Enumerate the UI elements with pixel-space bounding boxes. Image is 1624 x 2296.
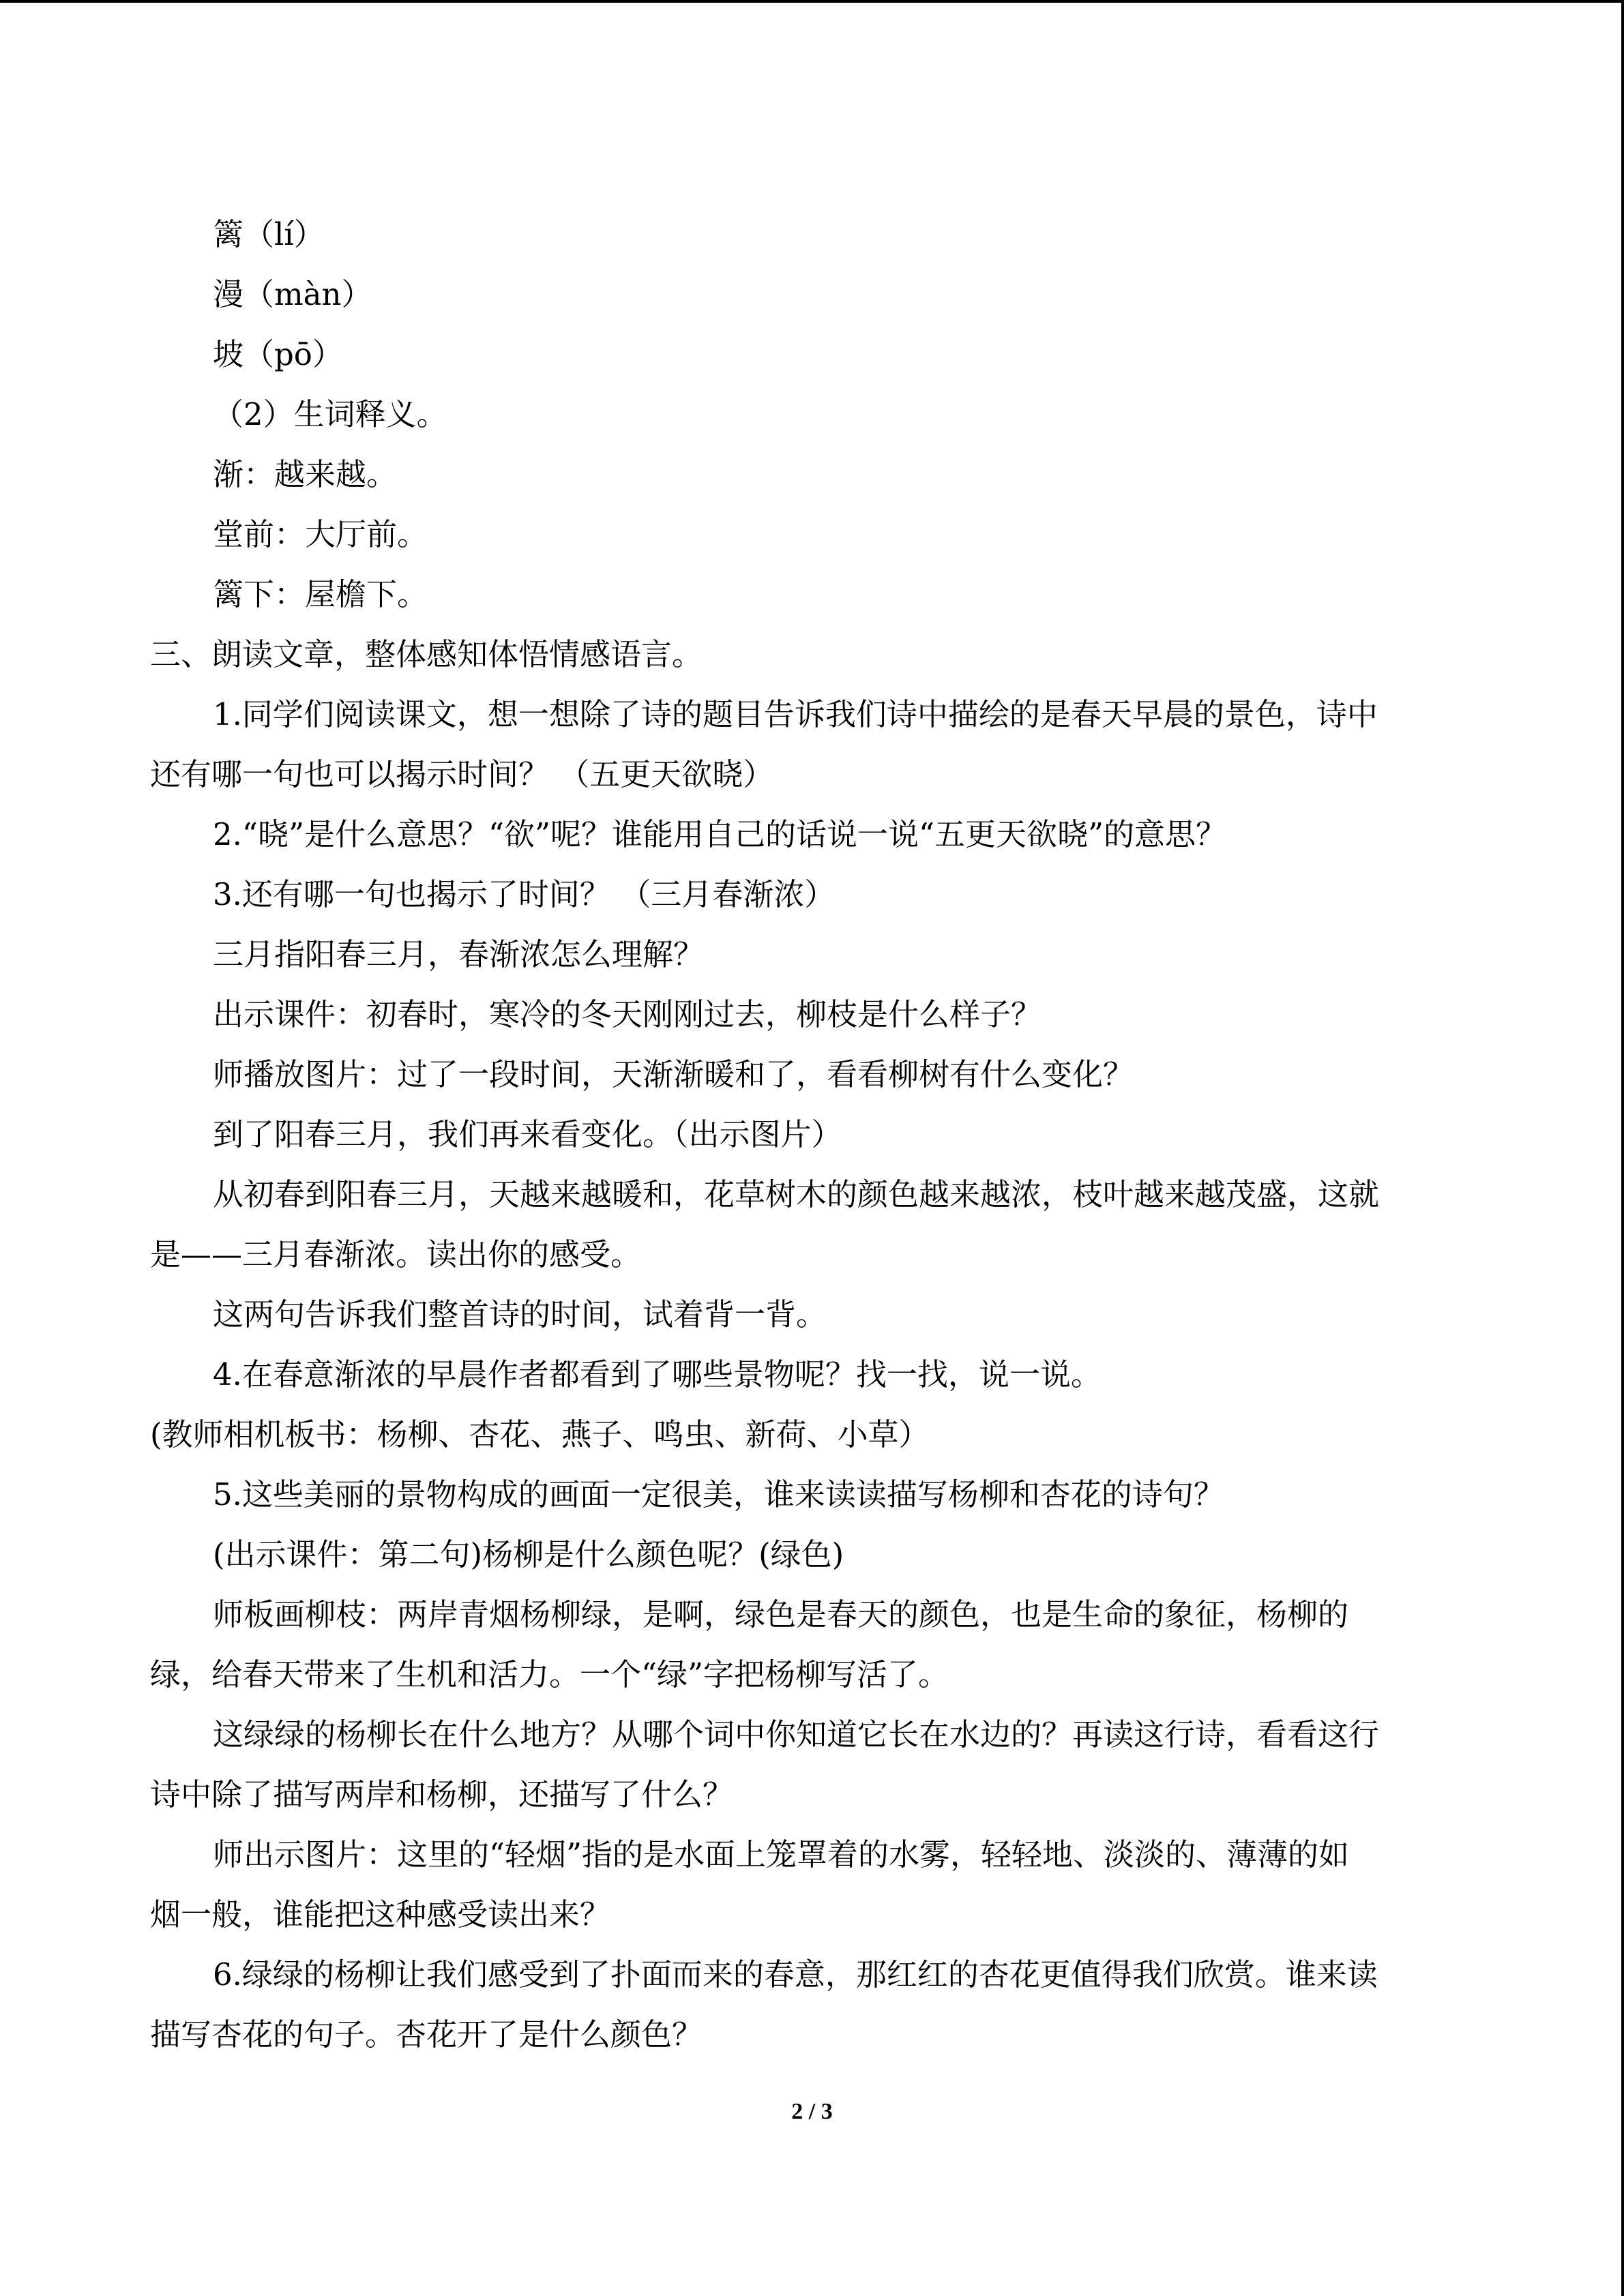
document-body <box>150 205 1460 2065</box>
paragraph-line: 出示课件：初春时，寒冷的冬天刚刚过去，柳枝是什么样子？ <box>213 996 1042 1032</box>
pinyin-line: 漫（màn） <box>213 276 372 312</box>
paragraph-line: 从初春到阳春三月，天越来越暖和，花草树木的颜色越来越浓，枝叶越来越茂盛，这就 <box>213 1176 1380 1212</box>
paragraph-line: 4.在春意渐浓的早晨作者都看到了哪些景物呢？找一找，说一说。 <box>213 1356 1102 1392</box>
pinyin-line: 坡（pō） <box>213 336 343 372</box>
paragraph-line: 烟一般，谁能把这种感受读出来？ <box>150 1896 611 1933</box>
paragraph-line: 这两句告诉我们整首诗的时间，试着背一背。 <box>213 1296 827 1332</box>
sub-heading: （2）生词释义。 <box>213 396 447 432</box>
pinyin-line: 篱（lí） <box>213 216 325 252</box>
paragraph-line: 是——三月春渐浓。读出你的感受。 <box>150 1236 642 1272</box>
paragraph-line: 还有哪一句也可以揭示时间？ （五更天欲晓） <box>150 756 774 792</box>
right-border <box>1621 0 1624 2296</box>
paragraph-line: 师出示图片：这里的“轻烟”指的是水面上笼罩着的水雾，轻轻地、淡淡的、薄薄的如 <box>213 1836 1350 1873</box>
paragraph-line: 师播放图片：过了一段时间，天渐渐暖和了，看看柳树有什么变化？ <box>213 1056 1134 1092</box>
paragraph-line: 绿，给春天带来了生机和活力。一个“绿”字把杨柳写活了。 <box>150 1656 949 1693</box>
page-indicator: 2 / 3 <box>791 2099 833 2124</box>
paragraph-line: 2.“晓”是什么意思？“欲”呢？谁能用自己的话说一说“五更天欲晓”的意思？ <box>213 816 1226 852</box>
paragraph-line: 诗中除了描写两岸和杨柳，还描写了什么？ <box>150 1776 734 1813</box>
definition-line: 堂前：大厅前。 <box>213 516 428 552</box>
definition-line: 渐：越来越。 <box>213 456 398 492</box>
paragraph-line: 这绿绿的杨柳长在什么地方？从哪个词中你知道它长在水边的？再读这行诗，看看这行 <box>213 1716 1380 1753</box>
paragraph-line: (出示课件：第二句)杨柳是什么颜色呢？(绿色) <box>213 1536 844 1572</box>
paragraph-line: 到了阳春三月，我们再来看变化。（出示图片） <box>213 1116 842 1152</box>
paragraph-line: 1.同学们阅读课文，想一想除了诗的题目告诉我们诗中描绘的是春天早晨的景色，诗中 <box>213 696 1378 732</box>
paragraph-line: 描写杏花的句子。杏花开了是什么颜色？ <box>150 2016 703 2053</box>
paragraph-line: (教师相机板书：杨柳、杏花、燕子、鸣虫、新荷、小草） <box>150 1416 930 1452</box>
definition-line: 篱下：屋檐下。 <box>213 576 428 612</box>
paragraph-line: 三月指阳春三月，春渐浓怎么理解？ <box>213 936 705 972</box>
paragraph-line: 师板画柳枝：两岸青烟杨柳绿，是啊，绿色是春天的颜色，也是生命的象征，杨柳的 <box>213 1596 1349 1632</box>
paragraph-line: 6.绿绿的杨柳让我们感受到了扑面而来的春意，那红红的杏花更值得我们欣赏。谁来读 <box>213 1956 1378 1993</box>
paragraph-line: 5.这些美丽的景物构成的画面一定很美，谁来读读描写杨柳和杏花的诗句？ <box>213 1476 1224 1512</box>
section-heading: 三、朗读文章，整体感知体悟情感语言。 <box>150 636 703 672</box>
top-border <box>0 0 1624 3</box>
paragraph-line: 3.还有哪一句也揭示了时间？ （三月春渐浓） <box>213 876 836 912</box>
